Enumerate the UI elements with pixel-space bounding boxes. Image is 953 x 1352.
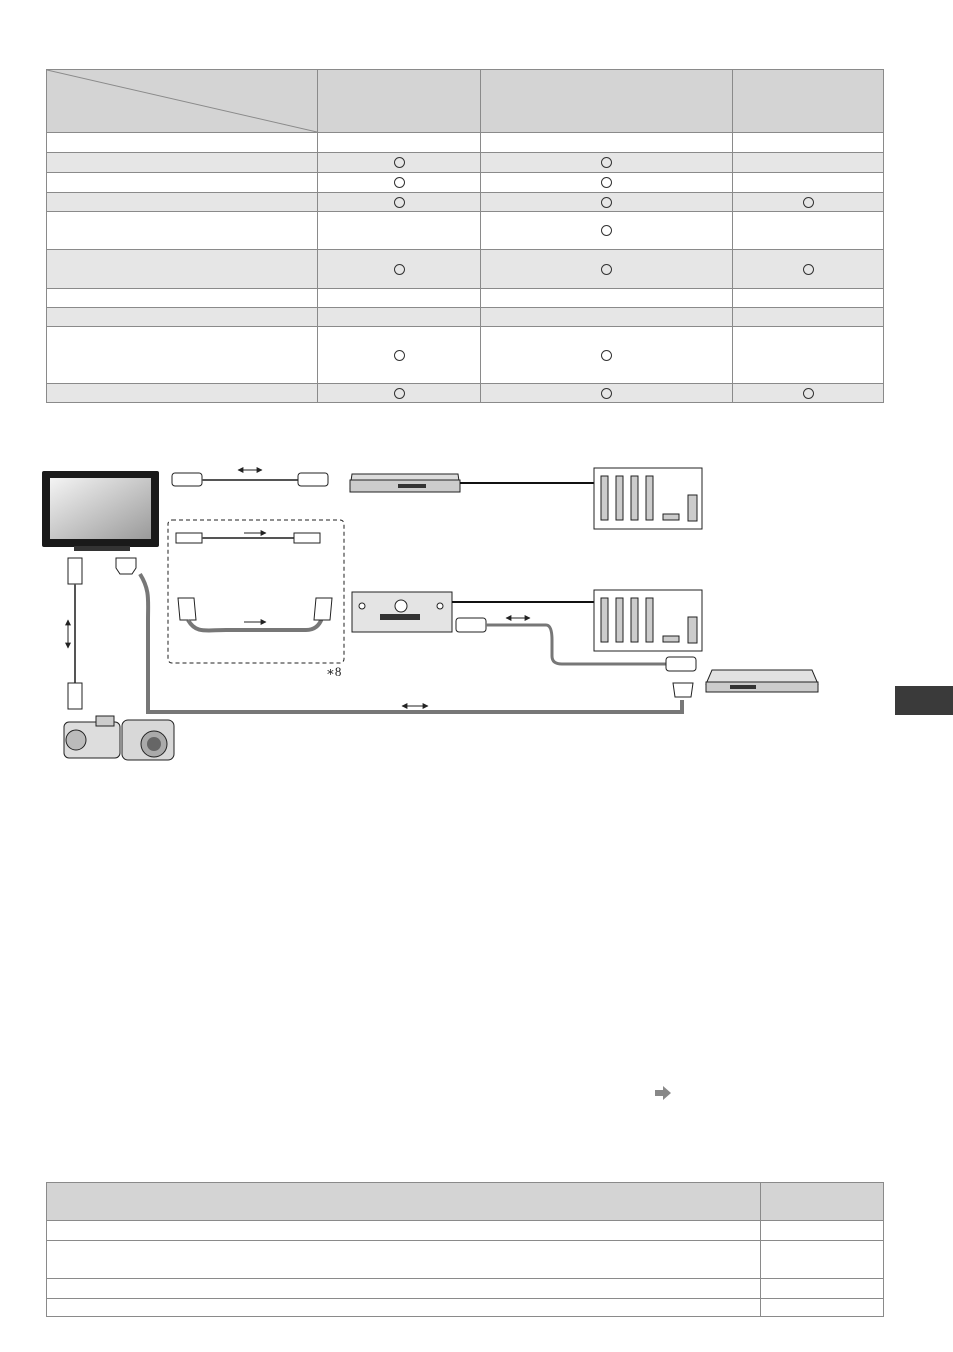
- table-row: [47, 250, 884, 289]
- camcorder-icon: [64, 716, 120, 758]
- speaker-set-1-icon: [594, 468, 702, 529]
- table-corner-cell: [47, 70, 318, 133]
- table-row: [47, 153, 884, 173]
- section-tab-marker: [895, 686, 953, 715]
- compat-cell: [733, 173, 884, 193]
- compat-cell: [481, 384, 733, 403]
- av-amplifier-icon: [352, 592, 452, 632]
- compat-cell: [733, 327, 884, 384]
- camera-icon: [122, 720, 174, 760]
- compatible-mark-icon: [394, 388, 405, 399]
- compat-cell: [481, 327, 733, 384]
- table-row: [47, 384, 884, 403]
- compat-cell: [733, 193, 884, 212]
- table-row: [47, 1279, 884, 1299]
- table-row: [47, 289, 884, 308]
- compatible-mark-icon: [803, 388, 814, 399]
- tv-icon: [42, 471, 159, 551]
- compat-cell: [733, 250, 884, 289]
- table-row: [47, 173, 884, 193]
- compat-cell: [318, 173, 481, 193]
- compatible-mark-icon: [601, 264, 612, 275]
- compat-cell: [481, 250, 733, 289]
- table-row: [47, 1299, 884, 1317]
- bottom-table-header-row: [47, 1183, 884, 1221]
- row-label-cell: [47, 289, 318, 308]
- compat-cell: [733, 289, 884, 308]
- compat-cell: [318, 193, 481, 212]
- table-row: [47, 212, 884, 250]
- bottom-header-col-1: [47, 1183, 761, 1221]
- compatible-mark-icon: [803, 197, 814, 208]
- speaker-set-2-icon: [594, 590, 702, 651]
- compat-cell: [318, 384, 481, 403]
- header-col-3: [733, 70, 884, 133]
- row-label-cell: [47, 133, 318, 153]
- compatible-mark-icon: [601, 197, 612, 208]
- table-row: [47, 308, 884, 327]
- bottom-table: [46, 1182, 884, 1317]
- header-col-1: [318, 70, 481, 133]
- compat-cell: [481, 212, 733, 250]
- compat-cell: [318, 250, 481, 289]
- table-header-row: [47, 70, 884, 133]
- compat-cell: [733, 308, 884, 327]
- table-row: [47, 133, 884, 153]
- compat-cell: [733, 133, 884, 153]
- row-label-cell: [47, 308, 318, 327]
- compatible-mark-icon: [601, 177, 612, 188]
- compat-cell: [481, 133, 733, 153]
- hdmi-cable-top: [172, 470, 328, 486]
- compatible-mark-icon: [601, 157, 612, 168]
- compatible-mark-icon: [601, 350, 612, 361]
- connection-diagram: [0, 440, 953, 780]
- row-label-cell: [47, 212, 318, 250]
- row-label-cell: [47, 173, 318, 193]
- compat-cell: [733, 153, 884, 173]
- alternative-connections-box: [168, 520, 344, 663]
- compatible-mark-icon: [803, 264, 814, 275]
- compat-cell: [318, 289, 481, 308]
- compat-cell: [318, 327, 481, 384]
- table-row: [47, 1221, 884, 1241]
- row-label-cell: [47, 327, 318, 384]
- compatible-mark-icon: [601, 225, 612, 236]
- reference-arrow-icon: [655, 1086, 671, 1100]
- row-label-cell: [47, 153, 318, 173]
- table-row: [47, 1241, 884, 1279]
- row-label-cell: [47, 384, 318, 403]
- compat-cell: [733, 384, 884, 403]
- dvd-player-icon: [350, 474, 460, 492]
- compat-cell: [318, 153, 481, 173]
- compat-cell: [481, 193, 733, 212]
- compatible-mark-icon: [394, 350, 405, 361]
- recorder-icon: [706, 670, 818, 692]
- diagonal-divider: [47, 70, 317, 132]
- compatible-mark-icon: [394, 197, 405, 208]
- compatible-mark-icon: [601, 388, 612, 399]
- compat-cell: [318, 133, 481, 153]
- hdmi-cable-camera: [68, 558, 82, 709]
- compat-cell: [318, 212, 481, 250]
- table-row: [47, 327, 884, 384]
- row-label-cell: [47, 193, 318, 212]
- compatibility-table: [46, 69, 884, 403]
- compatible-mark-icon: [394, 264, 405, 275]
- table-row: [47, 193, 884, 212]
- compat-cell: [481, 289, 733, 308]
- compat-cell: [481, 153, 733, 173]
- bottom-header-col-2: [761, 1183, 884, 1221]
- compat-cell: [481, 173, 733, 193]
- row-label-cell: [47, 250, 318, 289]
- compatible-mark-icon: [394, 177, 405, 188]
- compat-cell: [733, 212, 884, 250]
- header-col-2: [481, 70, 733, 133]
- compat-cell: [481, 308, 733, 327]
- compat-cell: [318, 308, 481, 327]
- compatible-mark-icon: [394, 157, 405, 168]
- footnote-marker: ∗8: [326, 664, 342, 679]
